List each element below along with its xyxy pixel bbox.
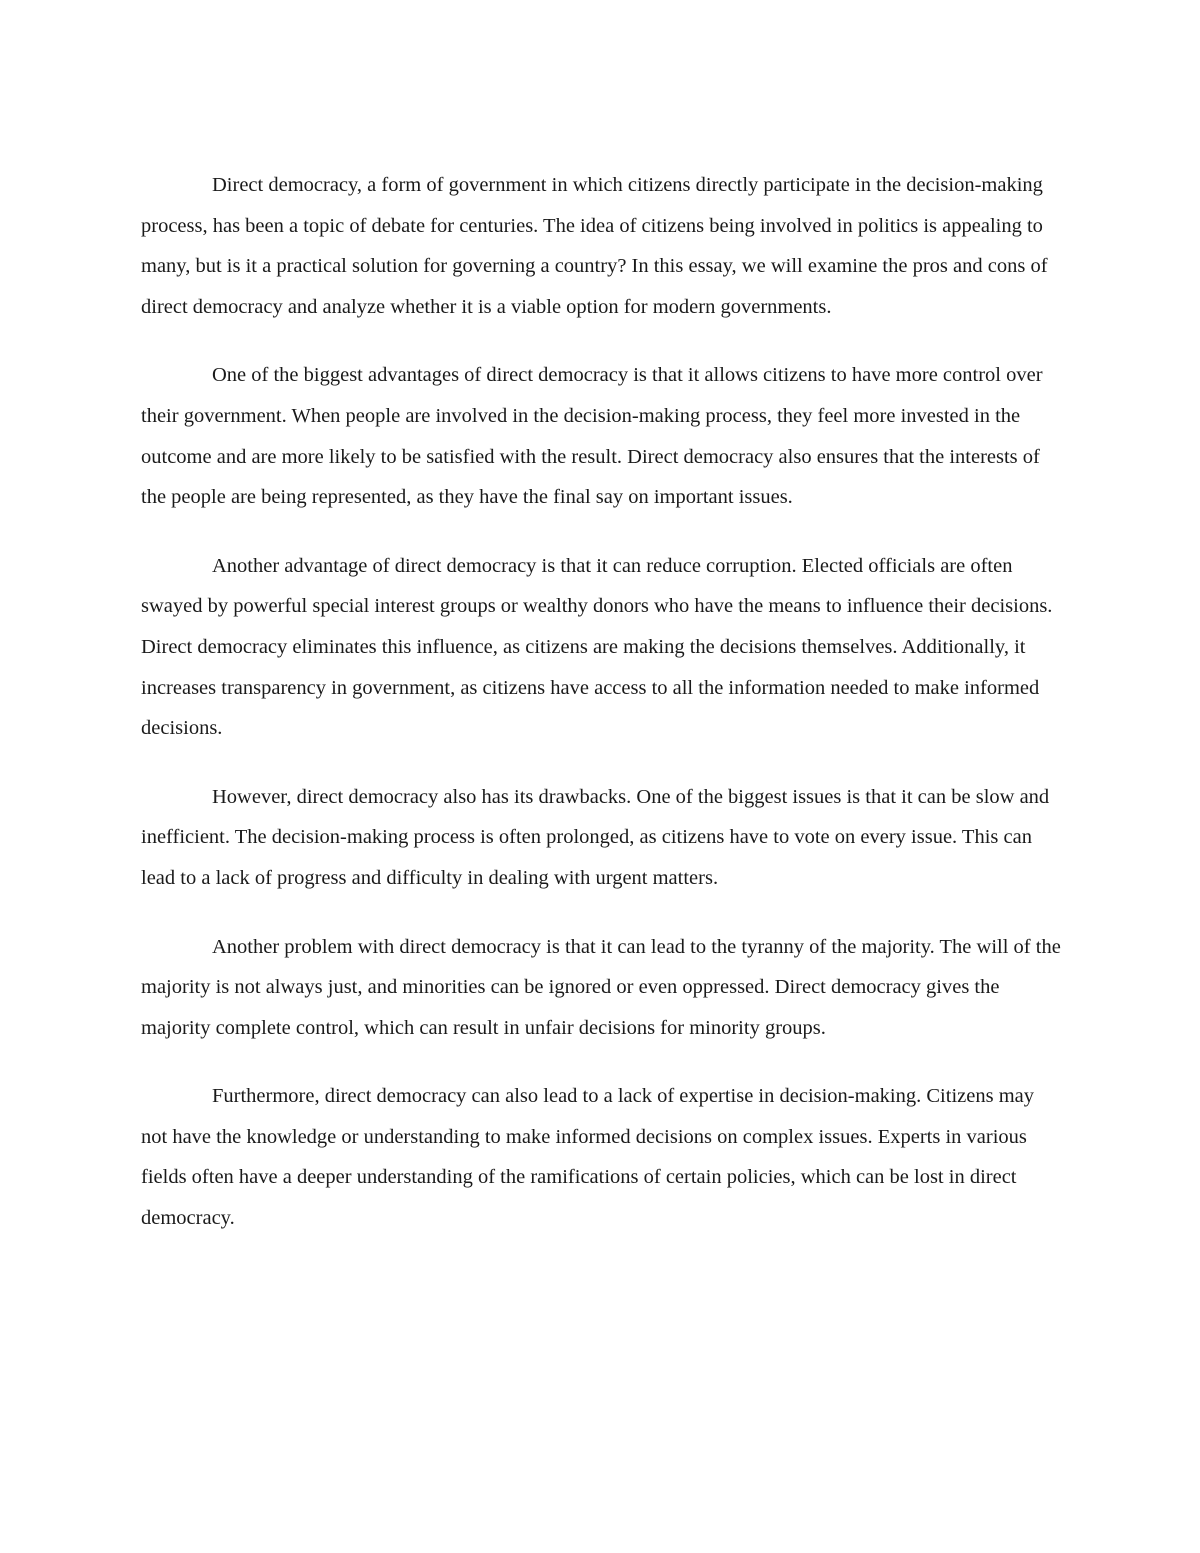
- paragraph-advantage-control: One of the biggest advantages of direct democracy is that it allows citizens to have more control over their government. When people are involved in the decision-making process, they feel more invested in the outcome and are more likely to be satisfied with the result. Direct democracy also ensures that the interests of the people are being represented, as they have the final say on important issues.: [141, 364, 1043, 509]
- paragraph-introduction: Direct democracy, a form of government in which citizens directly participate in the decision-making process, has been a topic of debate for centuries. The idea of citizens being involved in politics is appealing to many, but is it a practical solution for governing a country? In this essay, we will examine the pros and cons of direct democracy and analyze whether it is a viable option for modern governments.: [141, 174, 1048, 318]
- paragraph-advantage-corruption: Another advantage of direct democracy is that it can reduce corruption. Elected officials are often swayed by powerful special interest groups or wealthy donors who have the means to influence their decisions. Direct democracy eliminates this influence, as citizens are making the decisions themselves. Additionally, it increases transparency in government, as citizens have access to all the information needed to make informed decisions.: [141, 554, 1053, 740]
- paragraph-drawback-tyranny: Another problem with direct democracy is that it can lead to the tyranny of the majority. The will of the majority is not always just, and minorities can be ignored or even oppressed. Direct democracy gives the majority complete control, which can result in unfair decisions for minority groups.: [141, 935, 1061, 1039]
- essay-body: [141, 165, 1063, 1267]
- paragraph-drawback-expertise: Furthermore, direct democracy can also lead to a lack of expertise in decision-making. Citizens may not have the knowledge or understanding to make informed decisions on complex issues. Experts in various fields often have a deeper understanding of the ramifications of certain policies, which can be lost in direct democracy.: [141, 1085, 1034, 1230]
- paragraph-drawback-efficiency: However, direct democracy also has its drawbacks. One of the biggest issues is that it can be slow and inefficient. The decision-making process is often prolonged, as citizens have to vote on every issue. This can lead to a lack of progress and difficulty in dealing with urgent matters.: [141, 785, 1050, 889]
